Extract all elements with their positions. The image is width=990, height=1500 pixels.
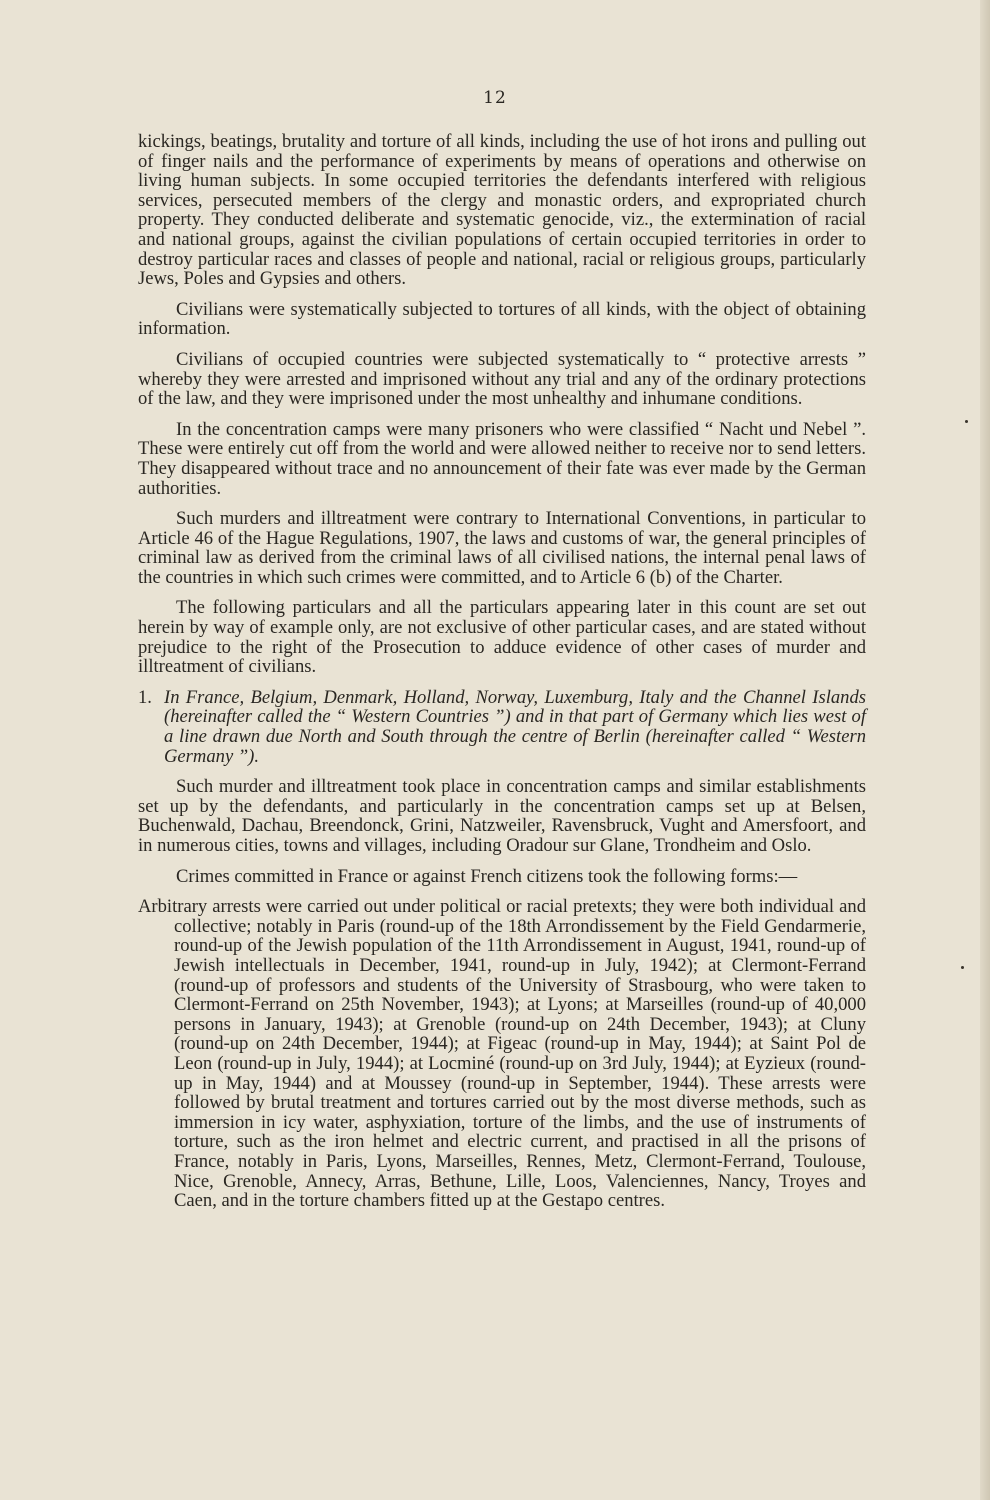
- margin-dot: [961, 966, 964, 969]
- page-edge-shadow: [980, 0, 990, 1500]
- body-text: [138, 132, 866, 1222]
- section-heading: [138, 688, 866, 766]
- paragraph-continued: kickings, beatings, brutality and torture of all kinds, including the use of hot irons and pulling out of finger nails and the performance of experiments by means of operations and otherwise on living human subjects. In some occupied territories the defendants interfered with religious services, persecuted members of the clergy and monastic orders, and expropriated church property. They conducted deliberate and systematic genocide, viz., the extermination of racial and national groups, against the civilian populations of certain occupied territories in order to destroy particular races and classes of people and national, racial or religious groups, particularly Jews, Poles and Gypsies and others.: [138, 131, 866, 290]
- margin-dot: [965, 420, 968, 423]
- paragraph-torture-information: Civilians were systematically subjected to tortures of all kinds, with the object of obtaining information.: [138, 298, 866, 340]
- section-heading-text: In France, Belgium, Denmark, Holland, Norway, Luxemburg, Italy and the Channel Islands (hereinafter called the “ Western Countries ”) and in that part of Germany which lies west of a line drawn due North and South through the centre of Berlin (hereinafter called “ Western Germany ”).: [164, 686, 866, 767]
- section-number: 1.: [138, 686, 152, 708]
- paragraph-nacht-und-nebel: In the concentration camps were many prisoners who were classified “ Nacht und Nebel ”. These were entirely cut off from the world and were allowed neither to receive nor to send letters. They disappeared without trace and no announcement of their fate was ever made by the German authorities.: [138, 418, 866, 499]
- paragraph-conventions: Such murders and illtreatment were contrary to International Conventions, in particular to Article 46 of the Hague Regulations, 1907, the laws and customs of war, the general principles of criminal law as derived from the criminal laws of all civilised nations, the internal penal laws of the countries in which such crimes were committed, and to Article 6 (b) of the Charter.: [138, 508, 866, 588]
- paragraph-concentration-camps: Such murder and illtreatment took place in concentration camps and similar establishments set up by the defendants, and particularly in the concentration camps set up at Belsen, Buchenwald, Dachau, Breendonck, Grini, Natzweiler, Ravensbruck, Vught and Amersfoort, and in numerous cities, towns and villages, including Oradour sur Glane, Trondheim and Oslo.: [138, 776, 866, 856]
- page-number: 12: [483, 88, 507, 108]
- paragraph-arbitrary-arrests: Arbitrary arrests were carried out under political or racial pretexts; they were both individual and collective; notably in Paris (round-up of the 18th Arrondissement by the Field Gendarmerie, round-up of the Jewish population of the 11th Arrondissement in August, 1941, round-up of Jewish intellectuals in December, 1941, round-up in July, 1942); at Clermont-Ferrand (round-up of professors and students of the University of Strasbourg, who were taken to Clermont-Ferrand on 25th November, 1943); at Lyons; at Marseilles (round-up of 40,000 persons in January, 1943); at Grenoble (round-up on 24th December, 1943); at Cluny (round-up on 24th December, 1944); at Figeac (round-up in May, 1944); at Saint Pol de Leon (round-up in July, 1944); at Locminé (round-up on 3rd July, 1944); at Eyzieux (round-up in May, 1944) and at Moussey (round-up in September, 1944). These arrests were followed by brutal treatment and tortures carried out by the most diverse methods, such as immersion in icy water, asphyxiation, torture of the limbs, and the use of instruments of torture, such as the iron helmet and electric current, and practised in all the prisons of France, notably in Paris, Lyons, Marseilles, Rennes, Metz, Clermont-Ferrand, Toulouse, Nice, Grenoble, Annecy, Arras, Bethune, Lille, Loos, Valenciennes, Nancy, Troyes and Caen, and in the torture chambers fitted up at the Gestapo centres.: [138, 896, 866, 1212]
- paragraph-particulars: The following particulars and all the particulars appearing later in this count are set out herein by way of example only, are not exclusive of other particular cases, and are stated without prejudice to the right of the Prosecution to adduce evidence of other cases of murder and illtreatment of civilians.: [138, 597, 866, 678]
- paragraph-protective-arrests: Civilians of occupied countries were subjected systematically to “ protective arrests ” whereby they were arrested and imprisoned without any trial and any of the ordinary protections of the law, and they were imprisoned under the most unhealthy and inhumane conditions.: [138, 348, 866, 410]
- paragraph-crimes-france: Crimes committed in France or against French citizens took the following forms:—: [176, 865, 798, 887]
